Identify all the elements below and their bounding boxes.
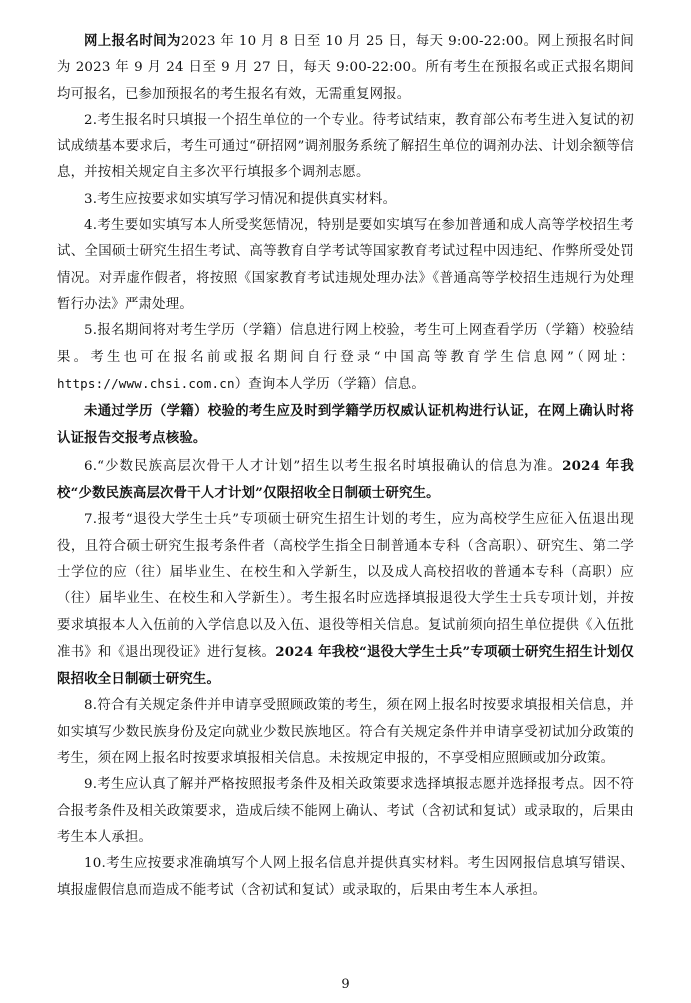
bold-text: 2024 年我校“少数民族高层次骨干人才计划”仅限招收全日制硕士研究生。 (57, 457, 634, 502)
bold-text: 2024 年我校“退役大学生士兵”专项硕士研究生招生计划仅限招收全日制硕士研究生。 (57, 643, 635, 688)
paragraph-item-7 (57, 507, 634, 693)
paragraph-item-5 (57, 318, 634, 398)
paragraph-registration-time (57, 28, 634, 108)
paragraph-item-2 (57, 108, 634, 187)
page-number: 9 (341, 977, 350, 992)
chsi-url-text: https://www.chsi.com.cn (57, 375, 235, 391)
bold-text: 网上报名时间为 (84, 33, 181, 49)
body-text: 7.报考“退役大学生士兵”专项硕士研究生招生计划的考生，应为高校学生应征入伍退出现役，且符合硕士研究生报考条件者（高校学生指全日制普通本专科（含高职）、研究生、第二学士学位的应（往）届毕业生、在校生和入学新生，以及成人高校招收的普通本专科（高职）应（往）届毕业生、在校生和入学新生）。考生报名时应选择填报退役大学生士兵专项计划，并按要求填报本人入伍前的入学信息以及入伍、退役等相关信息。复试前须向招生单位提供《入伍批准书》和《退出现役证》进行复核。 (57, 512, 634, 660)
body-text: 8.符合有关规定条件并申请享受照顾政策的考生，须在网上报名时按要求填报相关信息，并如实填写少数民族身份及定向就业少数民族地区。符合有关规定条件并申请享受初试加分政策的考生，须在网上报名时按要求填报相关信息。未按规定申报的，不享受相应照顾或加分政策。 (57, 698, 634, 767)
paragraph-item-4 (57, 213, 634, 318)
body-text: 4.考生要如实填写本人所受奖惩情况，特别是要如实填写在参加普通和成人高等学校招生考试、全国硕士研究生招生考试、高等教育自学考试等国家教育考试过程中因违纪、作弊所受处罚情况。对弄虚作假者，将按照《国家教育考试违规处理办法》《普通高等学校招生违规行为处理暂行办法》严肃处理。 (57, 218, 634, 312)
bold-text: 未通过学历（学籍）校验的考生应及时到学籍学历权威认证机构进行认证，在网上确认时将认证报告交报考点核验。 (57, 403, 634, 447)
body-text: 9.考生应认真了解并严格按照报考条件及相关政策要求选择填报志愿并选择报考点。因不符合报考条件及相关政策要求，造成后续不能网上确认、考试（含初试和复试）或录取的，后果由考生本人承担。 (57, 777, 634, 845)
paragraph-verification-note (57, 398, 634, 453)
document-body (57, 28, 634, 904)
body-text: 6.“少数民族高层次骨干人才计划”招生以考生报名时填报确认的信息为准。 (84, 458, 563, 474)
paragraph-item-9 (57, 772, 634, 851)
paragraph-item-10 (57, 851, 634, 904)
body-text: 5.报名期间将对考生学历（学籍）信息进行网上校验，考生可上网查看学历（学籍）校验结果。考生也可在报名前或报名期间自行登录“中国高等教育学生信息网”（网址： (57, 323, 634, 365)
body-text: 3.考生应按要求如实填写学习情况和提供真实材料。 (84, 191, 397, 207)
paragraph-item-6 (57, 453, 634, 508)
body-text: 2.考生报名时只填报一个招生单位的一个专业。待考试结束，教育部公布考生进入复试的初试成绩基本要求后，考生可通过“研招网”调剂服务系统了解招生单位的调剂办法、计划余额等信息，并按相关规定自主多次平行填报多个调剂志愿。 (57, 112, 634, 181)
paragraph-item-8 (57, 693, 634, 772)
body-text: 10.考生应按要求准确填写个人网上报名信息并提供真实材料。考生因网报信息填写错误、填报虚假信息而造成不能考试（含初试和复试）或录取的，后果由考生本人承担。 (57, 856, 634, 898)
body-text: 2023 年 10 月 8 日至 10 月 25 日，每天 9:00-22:00。网上预报名时间为 2023 年 9 月 24 日至 9 月 27 日，每天 9:00-22:00。所有考生在预报名或正式报名期间均可报名，已参加预报名的考生报名有效，无需重复网报。 (57, 34, 634, 102)
body-text: ）查询本人学历（学籍）信息。 (234, 376, 425, 392)
paragraph-item-3 (57, 187, 634, 213)
